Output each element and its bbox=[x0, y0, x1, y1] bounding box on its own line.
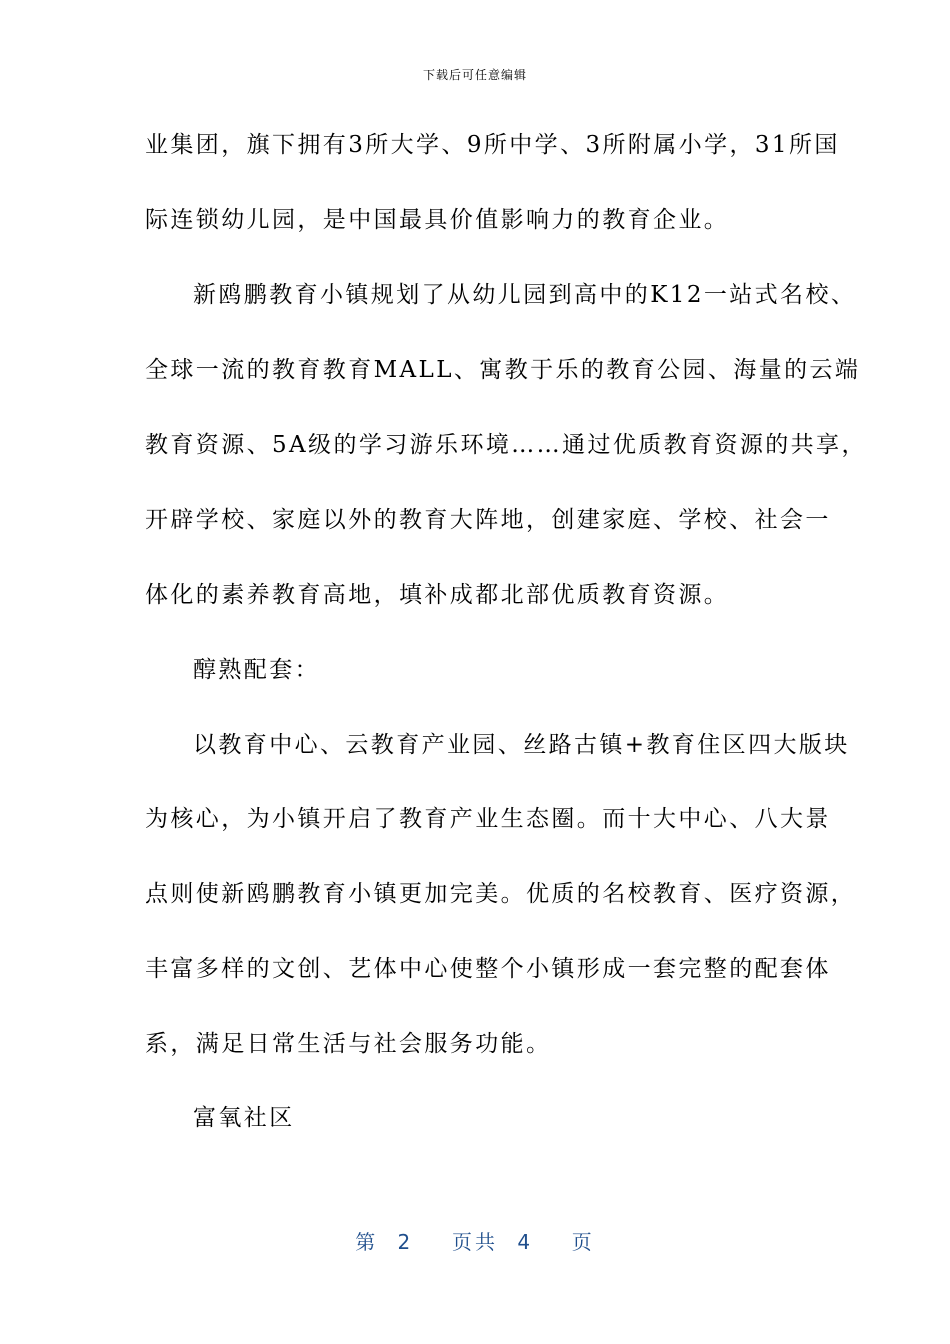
body-line: 教育资源、5A级的学习游乐环境……通过优质教育资源的共享， bbox=[145, 432, 867, 458]
body-line: 点则使新鸥鹏教育小镇更加完美。优质的名校教育、医疗资源， bbox=[145, 881, 857, 907]
body-line: 丰富多样的文创、艺体中心使整个小镇形成一套完整的配套体 bbox=[145, 956, 831, 982]
body-line: 开辟学校、家庭以外的教育大阵地，创建家庭、学校、社会一 bbox=[145, 507, 831, 533]
body-line: 全球一流的教育教育MALL、寓教于乐的教育公园、海量的云端 bbox=[145, 357, 861, 383]
body-line: 际连锁幼儿园，是中国最具价值影响力的教育企业。 bbox=[145, 207, 730, 233]
page-header: 下载后可任意编辑 bbox=[422, 68, 527, 82]
page-footer: 第 2 页共 4 页 bbox=[355, 1230, 595, 1254]
paragraph-start-line: 新鸥鹏教育小镇规划了从幼儿园到高中的K12一站式名校、 bbox=[193, 282, 857, 308]
section-heading: 富氧社区 bbox=[193, 1105, 295, 1131]
body-line: 系，满足日常生活与社会服务功能。 bbox=[145, 1031, 552, 1057]
body-line: 业集团，旗下拥有3所大学、9所中学、3所附属小学，31所国 bbox=[145, 132, 840, 158]
body-line: 为核心，为小镇开启了教育产业生态圈。而十大中心、八大景 bbox=[145, 806, 831, 832]
paragraph-start-line: 以教育中心、云教育产业园、丝路古镇+教育住区四大版块 bbox=[193, 732, 850, 758]
section-heading: 醇熟配套： bbox=[193, 657, 320, 683]
body-line: 体化的素养教育高地，填补成都北部优质教育资源。 bbox=[145, 582, 730, 608]
